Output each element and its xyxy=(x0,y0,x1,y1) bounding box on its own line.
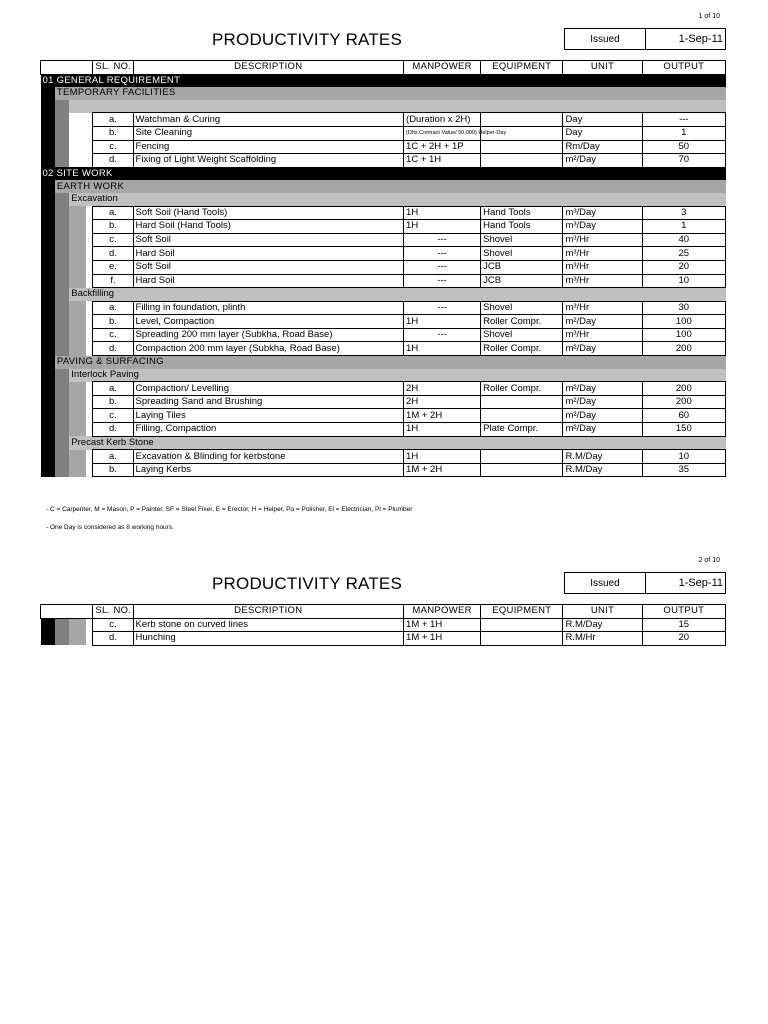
row-unit: m³/Hr xyxy=(563,247,642,261)
row-manpower: 1M + 2H xyxy=(404,409,481,423)
table-row xyxy=(41,220,726,234)
row-equipment: JCB xyxy=(481,260,563,274)
row-equipment: JCB xyxy=(481,274,563,288)
row-unit: m³/Day xyxy=(563,220,642,234)
row-description: Soft Soil xyxy=(133,233,404,247)
table-row xyxy=(41,463,726,477)
row-equipment: Roller Compr. xyxy=(481,315,563,329)
table-row xyxy=(41,618,726,632)
header-output: OUTPUT xyxy=(642,61,725,75)
row-equipment xyxy=(481,450,563,464)
section-general xyxy=(41,74,726,87)
row-equipment xyxy=(481,618,563,632)
row-manpower: --- xyxy=(404,301,481,315)
row-output: 30 xyxy=(642,301,725,315)
row-output: 200 xyxy=(642,342,725,356)
section-paving-label: PAVING & SURFACING xyxy=(55,356,726,369)
row-unit: Day xyxy=(563,113,642,127)
row-manpower: 1H xyxy=(404,423,481,437)
productivity-table xyxy=(40,60,726,477)
row-description: Filling, Compaction xyxy=(133,423,404,437)
row-unit: R.M/Hr xyxy=(563,632,642,646)
row-description: Hard Soil xyxy=(133,247,404,261)
row-unit: m²/Day xyxy=(563,409,642,423)
header-manpower: MANPOWER xyxy=(404,605,481,619)
header-description: DESCRIPTION xyxy=(133,61,404,75)
row-equipment: Shovel xyxy=(481,328,563,342)
row-output: 100 xyxy=(642,315,725,329)
issue-box xyxy=(564,28,726,50)
section-earth-work-label: EARTH WORK xyxy=(55,180,726,193)
row-unit: Rm/Day xyxy=(563,140,642,154)
row-manpower: --- xyxy=(404,233,481,247)
row-sl-no: b. xyxy=(93,463,133,477)
row-manpower: --- xyxy=(404,247,481,261)
row-description: Excavation & Blinding for kerbstone xyxy=(133,450,404,464)
row-sl-no: d. xyxy=(93,247,133,261)
table-row xyxy=(41,206,726,220)
row-unit: m³/Hr xyxy=(563,233,642,247)
table-row xyxy=(41,126,726,140)
table-row xyxy=(41,328,726,342)
row-manpower: 1H xyxy=(404,206,481,220)
section-excavation xyxy=(41,193,726,206)
row-description: Watchman & Curing xyxy=(133,113,404,127)
row-output: 10 xyxy=(642,274,725,288)
section-temporary-label: TEMPORARY FACILITIES xyxy=(55,87,726,100)
row-equipment: Hand Tools xyxy=(481,206,563,220)
row-equipment: Roller Compr. xyxy=(481,342,563,356)
row-equipment: Shovel xyxy=(481,233,563,247)
row-manpower: 1M + 1H xyxy=(404,618,481,632)
row-unit: m²/Day xyxy=(563,382,642,396)
row-manpower: 2H xyxy=(404,382,481,396)
row-unit: m³/Day xyxy=(563,206,642,220)
header-sl-no: SL. NO. xyxy=(93,605,133,619)
row-output: 20 xyxy=(642,632,725,646)
row-sl-no: d. xyxy=(93,423,133,437)
row-description: Kerb stone on curved lines xyxy=(133,618,404,632)
section-site-work-label: 02 SITE WORK xyxy=(41,167,726,180)
row-equipment: Shovel xyxy=(481,301,563,315)
header-unit: UNIT xyxy=(563,61,642,75)
row-equipment xyxy=(481,463,563,477)
row-sl-no: e. xyxy=(93,260,133,274)
row-description: Spreading 200 mm layer (Subkha, Road Base) xyxy=(133,328,404,342)
row-description: Fixing of Light Weight Scaffolding xyxy=(133,154,404,168)
row-description: Soft Soil xyxy=(133,260,404,274)
table-header xyxy=(41,605,726,619)
row-manpower: 1H xyxy=(404,342,481,356)
row-equipment xyxy=(481,409,563,423)
table-row xyxy=(41,423,726,437)
spacer-row xyxy=(41,100,726,113)
row-output: 25 xyxy=(642,247,725,261)
row-sl-no: c. xyxy=(93,618,133,632)
row-manpower: --- xyxy=(404,260,481,274)
row-equipment xyxy=(481,154,563,168)
row-unit: R.M/Day xyxy=(563,463,642,477)
table-row xyxy=(41,260,726,274)
table-row xyxy=(41,395,726,409)
table-row xyxy=(41,409,726,423)
row-unit: m²/Day xyxy=(563,395,642,409)
section-precast xyxy=(41,436,726,450)
row-output: 60 xyxy=(642,409,725,423)
table-row xyxy=(41,113,726,127)
section-temporary xyxy=(41,87,726,100)
row-sl-no: a. xyxy=(93,450,133,464)
row-sl-no: d. xyxy=(93,154,133,168)
row-output: --- xyxy=(642,113,725,127)
row-output: 20 xyxy=(642,260,725,274)
row-manpower: 1H xyxy=(404,450,481,464)
section-site-work xyxy=(41,167,726,180)
section-interlock-label: Interlock Paving xyxy=(69,369,725,382)
section-excavation-label: Excavation xyxy=(69,193,725,206)
row-manpower: (Dhs.Contract Value/ 50,000) Helper-Day xyxy=(404,126,481,140)
row-manpower: 1M + 1H xyxy=(404,632,481,646)
productivity-table xyxy=(40,604,726,646)
row-description: Soft Soil (Hand Tools) xyxy=(133,206,404,220)
row-output: 150 xyxy=(642,423,725,437)
row-output: 40 xyxy=(642,233,725,247)
row-unit: m²/Day xyxy=(563,342,642,356)
section-general-label: 01 GENERAL REQUIREMENT xyxy=(41,74,726,87)
row-output: 200 xyxy=(642,395,725,409)
row-unit: R.M/Day xyxy=(563,450,642,464)
row-sl-no: f. xyxy=(93,274,133,288)
row-sl-no: a. xyxy=(93,382,133,396)
row-equipment: Hand Tools xyxy=(481,220,563,234)
issue-box xyxy=(564,572,726,594)
row-output: 50 xyxy=(642,140,725,154)
row-unit: m²/Day xyxy=(563,423,642,437)
row-manpower: (Duration x 2H) xyxy=(404,113,481,127)
row-description: Laying Kerbs xyxy=(133,463,404,477)
row-manpower: 1C + 1H xyxy=(404,154,481,168)
section-paving xyxy=(41,356,726,369)
row-unit: m²/Day xyxy=(563,154,642,168)
page-number: 1 of 10 xyxy=(698,13,720,20)
header-unit: UNIT xyxy=(563,605,642,619)
row-unit: m³/Hr xyxy=(563,328,642,342)
row-description: Filling in foundation, plinth xyxy=(133,301,404,315)
row-output: 1 xyxy=(642,220,725,234)
issued-label: Issued xyxy=(565,573,646,593)
table-row xyxy=(41,632,726,646)
row-sl-no: a. xyxy=(93,113,133,127)
row-manpower: 1M + 2H xyxy=(404,463,481,477)
row-sl-no: c. xyxy=(93,328,133,342)
row-manpower: 1H xyxy=(404,220,481,234)
table-row xyxy=(41,233,726,247)
row-description: Compaction/ Levelling xyxy=(133,382,404,396)
row-equipment xyxy=(481,632,563,646)
page-title: PRODUCTIVITY RATES xyxy=(212,30,402,49)
header-manpower: MANPOWER xyxy=(404,61,481,75)
table-row xyxy=(41,247,726,261)
row-manpower: --- xyxy=(404,328,481,342)
row-manpower: 1C + 2H + 1P xyxy=(404,140,481,154)
row-output: 100 xyxy=(642,328,725,342)
row-equipment: Plate Compr. xyxy=(481,423,563,437)
row-output: 200 xyxy=(642,382,725,396)
header-sl-no: SL. NO. xyxy=(93,61,133,75)
row-sl-no: b. xyxy=(93,395,133,409)
row-description: Hard Soil xyxy=(133,274,404,288)
row-sl-no: c. xyxy=(93,140,133,154)
header-output: OUTPUT xyxy=(642,605,725,619)
row-description: Site Cleaning xyxy=(133,126,404,140)
row-description: Spreading Sand and Brushing xyxy=(133,395,404,409)
row-sl-no: d. xyxy=(93,632,133,646)
row-output: 3 xyxy=(642,206,725,220)
section-precast-label: Precast Kerb Stone xyxy=(69,436,725,450)
table-row xyxy=(41,315,726,329)
table-row xyxy=(41,301,726,315)
row-equipment: Shovel xyxy=(481,247,563,261)
row-manpower: --- xyxy=(404,274,481,288)
row-description: Compaction 200 mm layer (Subkha, Road Base) xyxy=(133,342,404,356)
row-sl-no: c. xyxy=(93,233,133,247)
row-output: 70 xyxy=(642,154,725,168)
row-unit: m³/Hr xyxy=(563,274,642,288)
row-unit: Day xyxy=(563,126,642,140)
row-equipment xyxy=(481,113,563,127)
table-row xyxy=(41,140,726,154)
row-unit: R.M/Day xyxy=(563,618,642,632)
row-unit: m²/Day xyxy=(563,315,642,329)
row-output: 15 xyxy=(642,618,725,632)
row-sl-no: a. xyxy=(93,301,133,315)
table-row xyxy=(41,342,726,356)
row-sl-no: b. xyxy=(93,315,133,329)
issued-label: Issued xyxy=(565,29,646,49)
issued-date: 1-Sep-11 xyxy=(678,577,723,589)
table-row xyxy=(41,450,726,464)
table-header xyxy=(41,61,726,75)
row-output: 1 xyxy=(642,126,725,140)
header-equipment: EQUIPMENT xyxy=(481,61,563,75)
section-earth-work xyxy=(41,180,726,193)
row-manpower: 1H xyxy=(404,315,481,329)
issued-date: 1-Sep-11 xyxy=(678,33,723,45)
section-interlock xyxy=(41,369,726,382)
section-backfilling xyxy=(41,288,726,302)
row-output: 10 xyxy=(642,450,725,464)
hours-note: - One Day is considered as 8 working hours. xyxy=(46,524,174,531)
legend-note: - C = Carpenter, M = Mason, P = Painter, SF = Steel Fixer, E = Erector, H = Helper, Po = Polisher, El = Electrician, Pl = Plumber xyxy=(46,506,413,513)
row-sl-no: d. xyxy=(93,342,133,356)
row-description: Hunching xyxy=(133,632,404,646)
table-row xyxy=(41,382,726,396)
row-output: 35 xyxy=(642,463,725,477)
row-description: Hard Soil (Hand Tools) xyxy=(133,220,404,234)
row-unit: m³/Hr xyxy=(563,260,642,274)
row-description: Laying Tiles xyxy=(133,409,404,423)
row-description: Level, Compaction xyxy=(133,315,404,329)
row-sl-no: b. xyxy=(93,126,133,140)
row-sl-no: a. xyxy=(93,206,133,220)
row-sl-no: c. xyxy=(93,409,133,423)
row-equipment xyxy=(481,395,563,409)
row-equipment: Roller Compr. xyxy=(481,382,563,396)
row-manpower: 2H xyxy=(404,395,481,409)
header-equipment: EQUIPMENT xyxy=(481,605,563,619)
header-description: DESCRIPTION xyxy=(133,605,404,619)
section-backfilling-label: Backfilling xyxy=(69,288,725,302)
row-equipment xyxy=(481,140,563,154)
row-unit: m³/Hr xyxy=(563,301,642,315)
row-sl-no: b. xyxy=(93,220,133,234)
page-title: PRODUCTIVITY RATES xyxy=(212,574,402,593)
page-number: 2 of 10 xyxy=(698,557,720,564)
table-row xyxy=(41,154,726,168)
table-row xyxy=(41,274,726,288)
row-description: Fencing xyxy=(133,140,404,154)
